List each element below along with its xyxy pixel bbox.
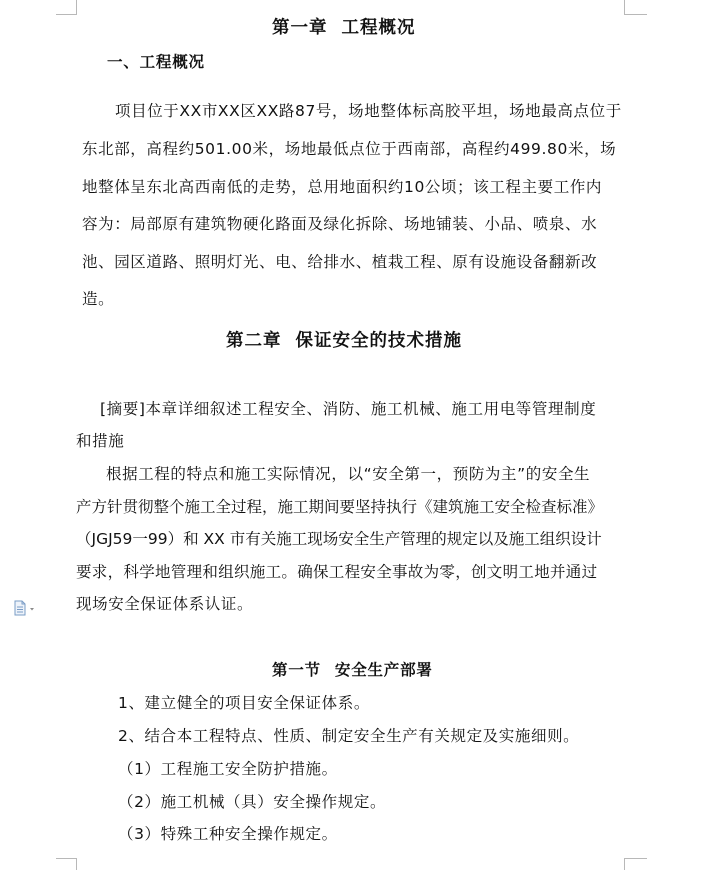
section-number: 第一节 bbox=[272, 661, 321, 679]
basis-line: 产方针贯彻整个施工全过程，施工期间要坚持执行《建筑施工安全检查标准》 bbox=[76, 498, 604, 516]
overview-line: 东北部，高程约501.00米，场地最低点位于西南部，高程约499.80米，场 bbox=[82, 140, 617, 158]
chapter-2-title: 保证安全的技术措施 bbox=[295, 331, 462, 351]
deployment-item: （3）特殊工种安全操作规定。 bbox=[118, 825, 338, 843]
section-safety-deployment-heading bbox=[272, 660, 433, 680]
overview-line: 项目位于XX市XX区XX路87号，场地整体标高胶平坦，场地最高点位于 bbox=[115, 102, 622, 120]
overview-line: 地整体呈东北高西南低的走势，总用地面积约10公顷；该工程主要工作内 bbox=[82, 178, 603, 196]
overview-line: 池、园区道路、照明灯光、电、给排水、植栽工程、原有设施设备翻新改 bbox=[82, 253, 598, 271]
chapter-1-heading bbox=[272, 17, 416, 39]
abstract-line: 和措施 bbox=[76, 432, 125, 450]
crop-mark-bottom-right bbox=[624, 858, 647, 870]
chapter-1-number: 第一章 bbox=[272, 18, 328, 38]
abstract-line: [摘要]本章详细叙述工程安全、消防、施工机械、施工用电等管理制度 bbox=[100, 400, 597, 418]
basis-line: 根据工程的特点和施工实际情况，以“安全第一，预防为主”的安全生 bbox=[106, 465, 591, 483]
deployment-item: 2、结合本工程特点、性质、制定安全生产有关规定及实施细则。 bbox=[118, 727, 580, 745]
section-title: 安全生产部署 bbox=[334, 661, 433, 679]
chapter-1-title: 工程概况 bbox=[341, 18, 416, 38]
crop-mark-bottom-left bbox=[56, 858, 77, 870]
deployment-item: （2）施工机械（具）安全操作规定。 bbox=[118, 793, 387, 811]
overview-line: 造。 bbox=[82, 290, 115, 308]
chapter-2-number: 第二章 bbox=[226, 331, 282, 351]
section-overview-heading: 一、工程概况 bbox=[107, 53, 205, 71]
crop-mark-top-right bbox=[624, 0, 647, 15]
deployment-item: 1、建立健全的项目安全保证体系。 bbox=[118, 694, 370, 712]
crop-mark-top-left bbox=[56, 0, 77, 15]
basis-line: （JGJ59一99）和 XX 市有关施工现场安全生产管理的规定以及施工组织设计 bbox=[76, 530, 602, 548]
chapter-2-heading bbox=[226, 330, 462, 352]
document-dropdown-icon[interactable] bbox=[13, 600, 39, 616]
overview-line: 容为：局部原有建筑物硬化路面及绿化拆除、场地铺装、小品、喷泉、水 bbox=[82, 215, 598, 233]
deployment-item: （1）工程施工安全防护措施。 bbox=[118, 760, 338, 778]
basis-line: 现场安全保证体系认证。 bbox=[76, 595, 254, 613]
basis-line: 要求，科学地管理和组织施工。确保工程安全事故为零，创文明工地并通过 bbox=[76, 563, 598, 581]
